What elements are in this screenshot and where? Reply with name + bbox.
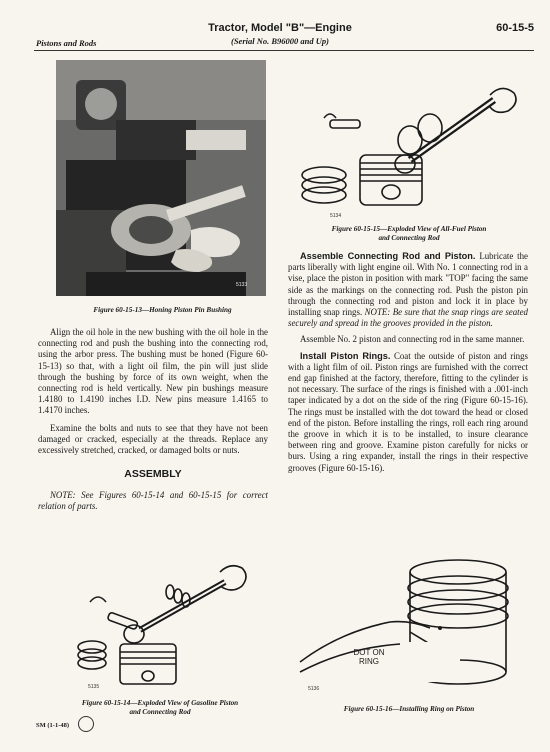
assemble-text: Lubricate the parts liberally with light engine oil. With No. 1 connecting rod in a vise, place the piston in position with mark "TOP" facing the same side as the markings on the connecting rod. Push the piston pin through the connecting rod and piston and lock it in place by installing snap rings. [288,251,528,318]
honing-photo [56,60,266,296]
fig15-caption-line1: Figure 60-15-15—Exploded View of All-Fuel Piston [331,225,487,233]
bolts-paragraph: Examine the bolts and nuts to see that they have not been damaged or cracked, especially at the threads. Replace any excessively stretched, cracked, or damaged bolts or nuts. [38,422,268,456]
fig16-caption: Figure 60-15-16—Installing Ring on Piston [343,705,475,713]
fig14-code: 5135 [88,684,100,690]
fig15-code: 5134 [330,213,342,219]
fig14-caption-line1: Figure 60-15-14—Exploded View of Gasoline Piston [81,699,239,707]
fig15-caption [285,225,533,242]
rings-text: Coat the outside of piston and rings with a light film of oil. Piston rings are furnished with the correct end gap finished at the factory, therefore, fitting to the cylinder is not necessary. The surface of the rings is finished with a .001-inch taper indicated by a dot on the side of the ring (Figure 60-15-16). The rings must be installed with the dot toward the head or closed end of the piston. Before installing the rings, roll each ring around the groove in which it is to be installed, to insure clearance between ring and groove. Examine piston carefully for nicks or burs. Using a ring expander, install the rings in their respective grooves (Figure 60-15-16). [288,350,528,473]
assemble-no2-paragraph: Assemble No. 2 piston and connecting rod in the same manner. [300,334,525,345]
section-label: Pistons and Rods [36,38,97,48]
assembly-heading: ASSEMBLY [124,468,182,481]
gasoline-piston-drawing [70,552,270,692]
bushing-paragraph: Align the oil hole in the new bushing with the oil hole in the connecting rod and push the bushing into the connecting rod, using the arbor press. The bushing must be honed (Figure 60-15-13) so that, with a light oil film, the pin will just slide through the bushing by force of its own weight, when the connecting rod is held vertically. New pin bushings measure 1.4180 to 1.4190 inches I.D. New pins measure 1.4165 to 1.4170 inches. [38,327,268,416]
rings-heading: Install Piston Rings. [300,350,391,361]
page-subtitle: (Serial No. B96000 and Up) [231,36,329,46]
ring-install-illustration [290,552,530,697]
allfuel-piston-drawing [290,60,530,220]
fig13-code: 5133 [236,282,248,288]
page-number: 60-15-5 [496,22,534,34]
assembly-note: NOTE: See Figures 60-15-14 and 60-15-15 for correct relation of parts. [38,490,268,512]
fig14-caption-line2: and Connecting Rod [129,707,191,716]
header-rule [34,50,534,51]
fig15-caption-line2: and Connecting Rod [378,233,440,242]
seal-icon [78,716,94,732]
fig14-caption [40,699,280,716]
assemble-heading: Assemble Connecting Rod and Piston. [300,251,476,261]
right-column [288,251,528,474]
gasoline-piston-illustration [70,552,270,692]
honing-machine-illustration [56,60,266,296]
left-column [38,327,268,513]
footer-code: SM (1-1-48) [36,722,70,729]
page-title: Tractor, Model "B"—Engine [208,22,352,34]
ring-install-drawing [290,552,530,697]
dot-on-ring-label: DOT ON RING [353,648,385,666]
assemble-note: NOTE: Be sure that the snap rings are seated securely and spread in the grooves provided in the piston. [288,307,528,329]
fig16-code: 5136 [308,686,320,692]
allfuel-piston-illustration [290,60,530,220]
fig13-caption: Figure 60-15-13—Honing Piston Pin Bushing [93,306,232,314]
